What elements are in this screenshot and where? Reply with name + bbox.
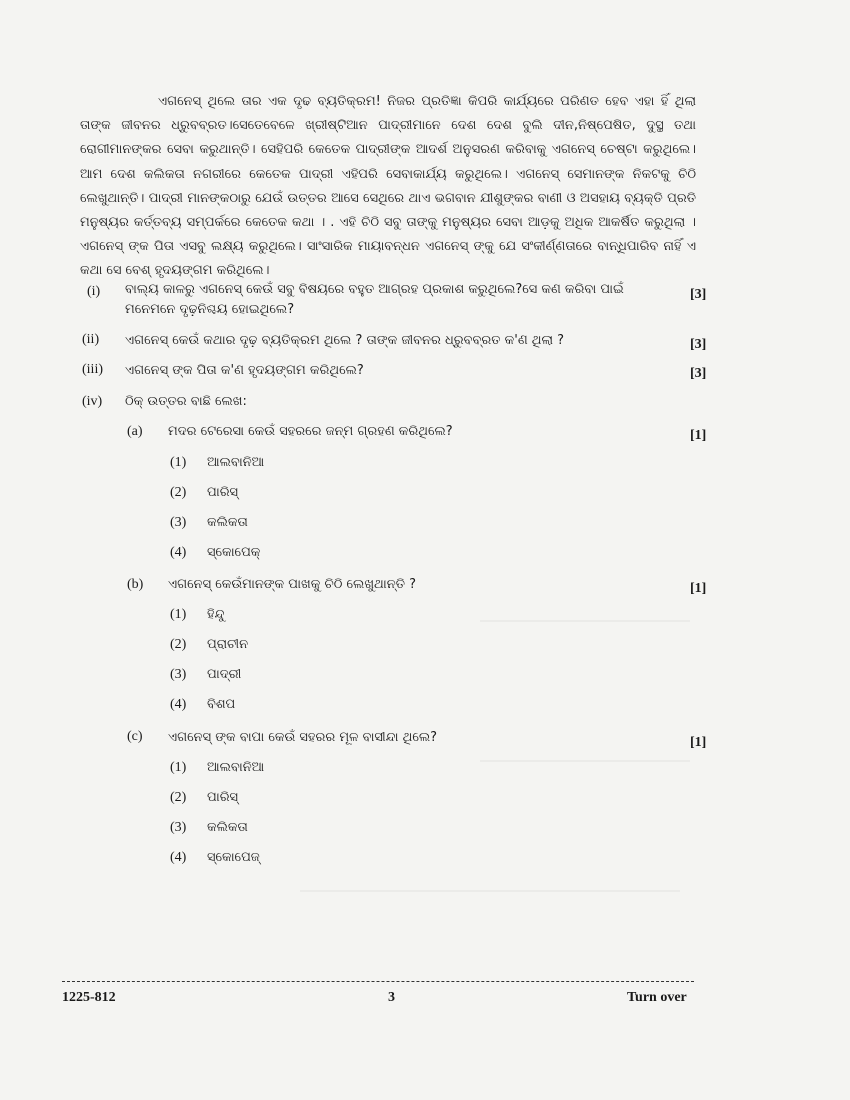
bleed-through: [480, 760, 690, 762]
option-text: ପାଦ୍ରୀ: [207, 667, 242, 682]
question-mark: [3]: [690, 287, 707, 302]
option-text: ଆଲବାନିଆ: [207, 760, 265, 775]
option-text: ପାରିସ୍: [207, 485, 239, 500]
bleed-through: [300, 890, 680, 892]
question-text: ମନେମନେ ଦୃଢ଼ନିଶ୍ଚୟ ହୋଇଥିଲେ?: [125, 302, 295, 317]
option-number: (4): [170, 697, 187, 712]
subquestion-text: ମଦର ଟେରେସା କେଉଁ ସହରରେ ଜନ୍ମ ଗ୍ରହଣ କରିଥିଲେ?: [168, 424, 453, 439]
turn-over-label: Turn over: [627, 990, 687, 1005]
question-number: (ii): [82, 332, 100, 347]
option-number: (3): [170, 820, 187, 835]
page-number: 3: [388, 990, 395, 1005]
question-text: ବାଲ୍ୟ କାଳରୁ ଏଗନେସ୍ କେଉଁ ସବୁ ବିଷୟରେ ବହୁତ ଆଗ୍ରହ ପ୍ରକାଶ କରୁଥିଲେ?ସେ କଣ କରିବା ପାଇଁ: [125, 282, 624, 297]
subquestion-text: ଏଗନେସ୍ କେଉଁମାନଙ୍କ ପାଖକୁ ଚିଠି ଲେଖୁଥାନ୍ତି ?: [168, 577, 416, 592]
subquestion-number: (a): [127, 424, 143, 439]
paper-code: 1225-812: [62, 990, 116, 1005]
option-text: କଲିକତା: [207, 515, 248, 530]
subquestion-text: ଏଗନେସ୍ ଙ୍କ ବାପା କେଉଁ ସହରର ମୂଳ ବାସୀନ୍ଦା ଥିଲେ?: [168, 730, 438, 745]
option-number: (4): [170, 850, 187, 865]
option-text: କଲିକତା: [207, 820, 248, 835]
subquestion-mark: [1]: [690, 428, 707, 443]
bleed-through: [480, 620, 690, 622]
question-text: ଏଗନେସ୍ କେଉଁ କଥାର ଦୃଢ଼ ବ୍ୟତିକ୍ରମ ଥିଲେ ? ତାଙ୍କ ଜୀବନର ଧ୍ରୁବବ୍ରତ କ'ଣ ଥିଲା ?: [125, 333, 565, 348]
option-number: (4): [170, 545, 187, 560]
question-mark: [3]: [690, 337, 707, 352]
option-text: ବିଶପ: [207, 697, 236, 712]
option-number: (1): [170, 607, 187, 622]
question-number: (iii): [82, 362, 103, 377]
option-text: ସ୍କୋପେଜ୍: [207, 850, 260, 865]
question-mark: [3]: [690, 366, 707, 381]
option-number: (2): [170, 485, 187, 500]
option-text: ସ୍କୋପେକ୍: [207, 545, 261, 560]
option-text: ଆଲବାନିଆ: [207, 455, 265, 470]
subquestion-mark: [1]: [690, 581, 707, 596]
option-number: (2): [170, 790, 187, 805]
option-text: ପ୍ରାଚୀନ: [207, 637, 249, 652]
option-number: (1): [170, 455, 187, 470]
subquestion-mark: [1]: [690, 735, 707, 750]
footer-divider: [62, 981, 694, 982]
question-number: (i): [87, 284, 101, 299]
reading-passage: ଏଗନେସ୍ ଥିଲେ ତାର ଏକ ଦୃଢ ବ୍ୟତିକ୍ରମ! ନିଜର ପ୍ରତିଜ୍ଞା କିପରି କାର୍ଯ୍ୟରେ ପରିଣତ ହେବ ଏହା ହିଁ ଥିଲା ତାଙ୍କ ଜୀବନର ଧ୍ରୁବବ୍ରତ।ସେତେବେଳେ ଖ୍ରୀଷ୍ଟିଆନ ପାଦ୍ରୀମାନେ ଦେଶ ଦେଶ ବୁଲି ଦୀନ,ନିଷ୍ପେଷିତ, ଦୁସ୍ଥ ତଥା ରୋଗୀମାନଙ୍କର ସେବା କରୁଥାନ୍ତି। ସେହିପରି କେତେକ ପାଦ୍ରୀଙ୍କ ଆଦର୍ଶ ଅନୁସରଣ କରିବାକୁ ଏଗନେସ୍ ଚେଷ୍ଟା କରୁଥିଲେ। ଆମ ଦେଶ କଲିକତା ନଗରୀରେ କେତେକ ପାଦ୍ରୀ ଏହିପରି ସେବାକାର୍ଯ୍ୟ କରୁଥିଲେ। ଏଗନେସ୍ ସେମାନଙ୍କ ନିକଟକୁ ଚିଠି ଲେଖୁଥାନ୍ତି। ପାଦ୍ରୀ ମାନଙ୍କଠାରୁ ଯେଉଁ ଉତ୍ତର ଆସେ ସେଥିରେ ଥାଏ ଭଗବାନ ଯୀଶୁଙ୍କର ବାଣୀ ଓ ଅସହାୟ ବ୍ୟକ୍ତି ପ୍ରତି ମନୁଷ୍ୟର କର୍ତ୍ତବ୍ୟ ସମ୍ପର୍କରେ କେତେକ କଥା । . ଏହି ଚିଠି ସବୁ ତାଙ୍କୁ ମନୁଷ୍ୟର ସେବା ଆଡ଼କୁ ଅଧିକ ଆକର୍ଷିତ କରୁଥିଲା ।ଏଗନେସ୍ ଙ୍କ ପିତା ଏସବୁ ଲକ୍ଷ୍ୟ କରୁଥିଲେ। ସାଂସାରିକ ମାୟାବନ୍ଧନ ଏଗନେସ୍ ଙ୍କୁ ଯେ ସଂକୀର୍ଣ୍ଣତାରେ ବାନ୍ଧିପାରିବ ନାହିଁ ଏ କଥା ସେ ବେଶ୍ ହୃଦୟଙ୍ଗମ କରିଥିଲେ।: [80, 94, 696, 279]
option-number: (1): [170, 760, 187, 775]
option-number: (3): [170, 515, 187, 530]
subquestion-number: (b): [127, 577, 144, 592]
question-text: ଠିକ୍ ଉତ୍ତର ବାଛି ଲେଖ:: [125, 394, 247, 409]
option-number: (2): [170, 637, 187, 652]
option-text: ପାରିସ୍: [207, 790, 239, 805]
option-number: (3): [170, 667, 187, 682]
subquestion-number: (c): [127, 729, 143, 744]
question-text: ଏଗନେସ୍ ଙ୍କ ପିତା କ'ଣ ହୃଦୟଙ୍ଗମ କରିଥିଲେ?: [125, 363, 364, 378]
question-number: (iv): [82, 394, 103, 409]
option-text: ହିନ୍ଦୁ: [207, 607, 225, 622]
